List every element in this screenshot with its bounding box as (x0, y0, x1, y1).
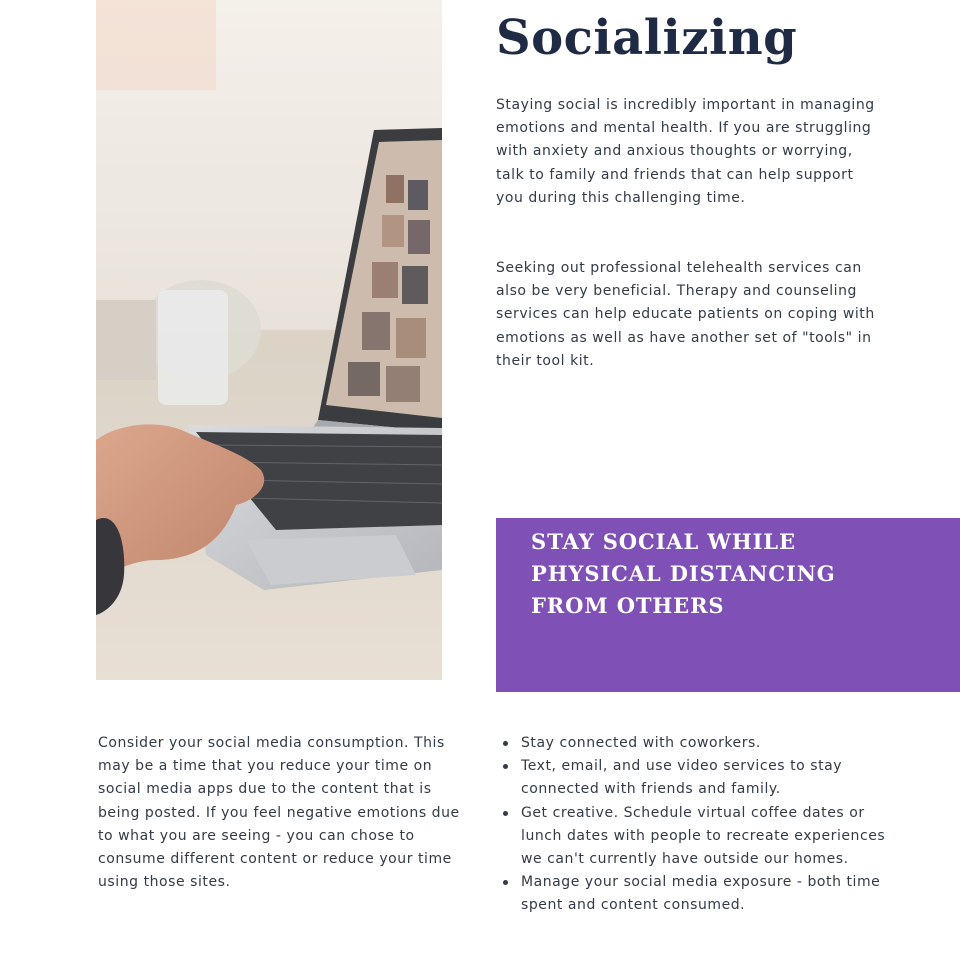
social-media-paragraph: Consider your social media consumption. This may be a time that you reduce your time on social media apps due to the content that is being posted. If you feel negative emotions due to what you are seeing - you can chose to consume different content or reduce your time using those sites. (98, 735, 460, 891)
intro-paragraph-2: Seeking out professional telehealth services can also be very beneficial. Therapy and counseling services can help educate patients on coping with emotions as well as have another set of "tools" in their tool kit. (496, 260, 875, 369)
stay-social-callout (496, 518, 960, 692)
tips-list (496, 732, 896, 918)
callout-heading: STAY SOCIAL WHILE PHYSICAL DISTANCING FROM OTHERS (531, 529, 836, 618)
tip-item: Get creative. Schedule virtual coffee dates or lunch dates with people to recreate experiences we can't currently have outside our homes. (496, 802, 896, 872)
tip-item: Manage your social media exposure - both time spent and content consumed. (496, 871, 896, 917)
laptop-photo (96, 0, 442, 680)
tip-item: Text, email, and use video services to stay connected with friends and family. (496, 755, 896, 801)
intro-paragraph-1: Staying social is incredibly important in managing emotions and mental health. If you are struggling with anxiety and anxious thoughts or worrying, talk to family and friends that can help support you during this challenging time. (496, 97, 875, 206)
tip-item: Stay connected with coworkers. (496, 732, 896, 755)
page-title: Socializing (496, 10, 798, 66)
